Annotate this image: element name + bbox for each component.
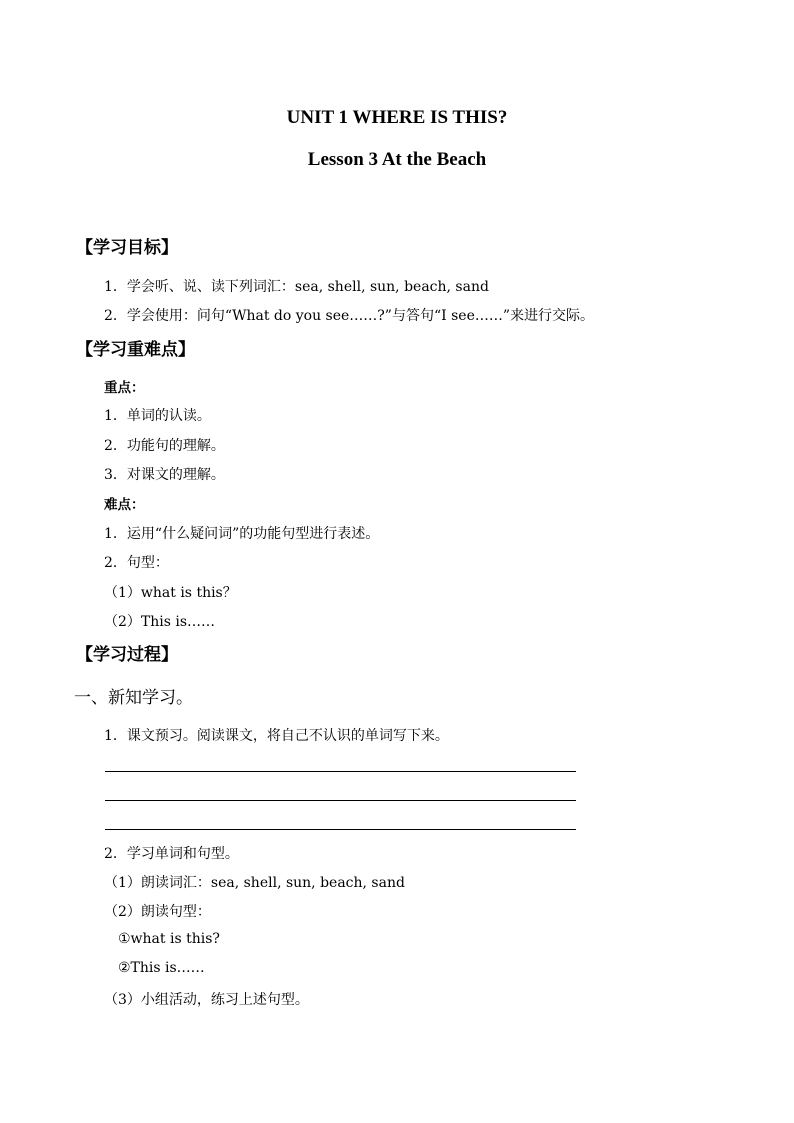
lesson-title: Lesson 3 At the Beach [307,149,487,170]
step2-item: ②This is…… [118,960,205,976]
goals-heading: 【学习目标】 [76,238,178,258]
process-heading: 【学习过程】 [76,645,178,665]
difficulty-label: 难点： [104,497,145,513]
answer-line [105,829,576,830]
part1-title: 一、新知学习。 [74,688,193,708]
focus-item: 1．单词的认读。 [104,408,211,424]
difficulty-item: 1．运用“什么疑问词”的功能句型进行表述。 [104,526,380,542]
focus-item: 3．对课文的理解。 [104,467,225,483]
step1-text: 1．课文预习。阅读课文，将自己不认识的单词写下来。 [104,728,449,744]
goal-item: 2．学会使用：问句“What do you see……?”与答句“I see……”来进行交际。 [104,308,595,324]
step2-item: （2）朗读句型： [104,904,211,920]
step2-item: （1）朗读词汇：sea, shell, sun, beach, sand [104,875,405,891]
step2-item: （3）小组活动，练习上述句型。 [104,992,309,1008]
difficulty-item: 2．句型： [104,555,169,571]
step2-text: 2．学习单词和句型。 [104,846,239,862]
step2-item: ①what is this? [118,931,220,947]
answer-line [105,800,576,801]
goal-item: 1．学会听、说、读下列词汇：sea, shell, sun, beach, sand [104,279,489,295]
key-points-heading: 【学习重难点】 [76,340,195,360]
difficulty-item: （2）This is…… [104,614,216,630]
focus-label: 重点： [104,380,145,396]
unit-title: UNIT 1 WHERE IS THIS? [286,107,508,128]
answer-line [105,771,576,772]
focus-item: 2．功能句的理解。 [104,438,225,454]
difficulty-item: （1）what is this？ [104,585,237,601]
